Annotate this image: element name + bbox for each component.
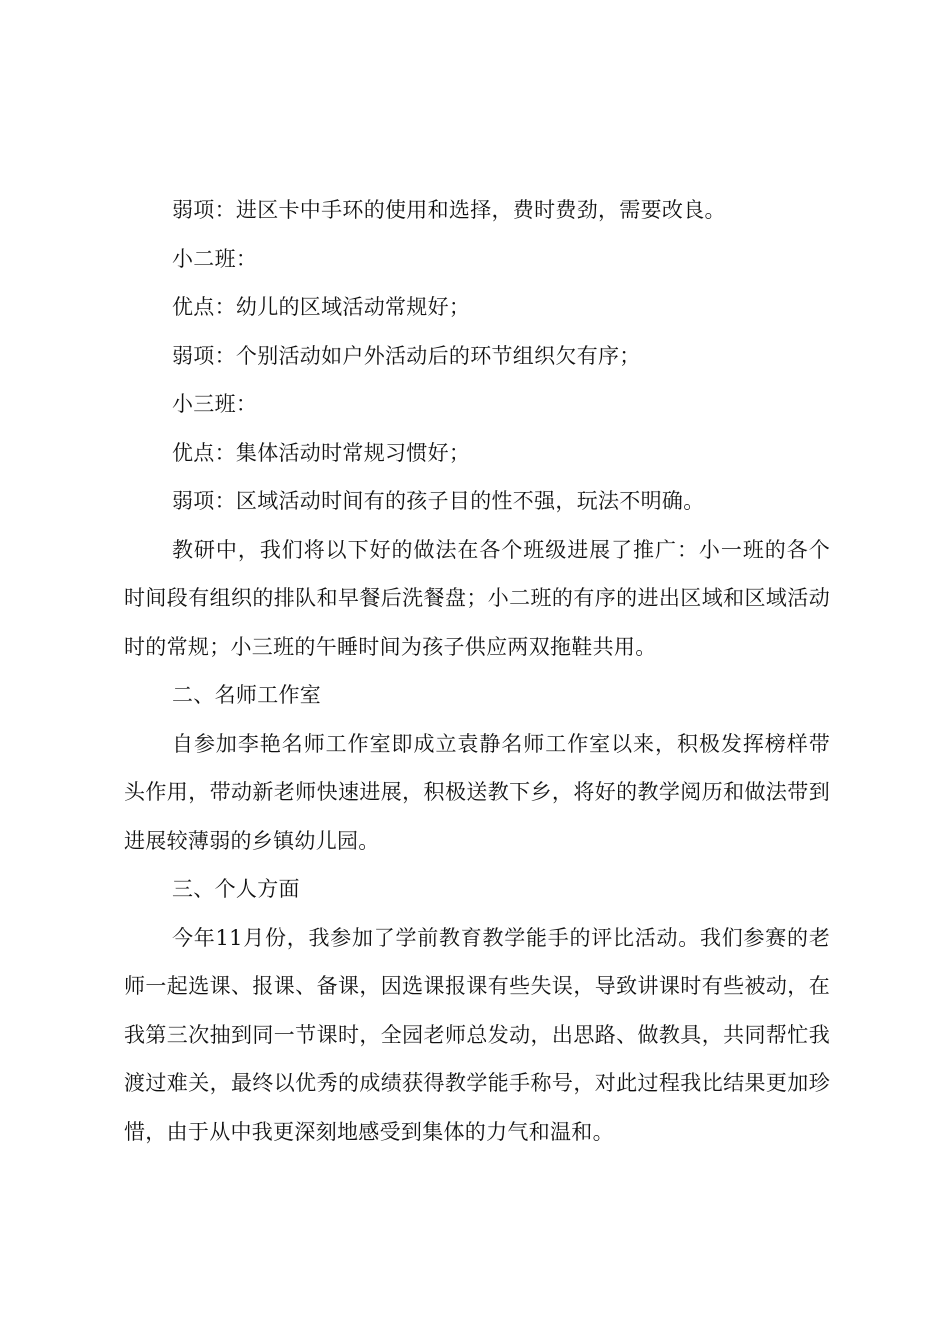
section-heading-personal: 三、个人方面 [172, 877, 300, 901]
paragraph-strength-class2: 优点：幼儿的区域活动常规好； [172, 295, 471, 319]
paragraph-class2-heading: 小二班： [172, 246, 258, 271]
paragraph-strength-class3: 优点：集体活动时常规习惯好； [172, 440, 471, 465]
paragraph-class3-heading: 小三班： [172, 392, 258, 416]
paragraph-studio: 自参加李艳名师工作室即成立袁静名师工作室以来，积极发挥榜样带头作用，带动新老师快速进展，积极送教下乡，将好的教学阅历和做法带到进展较薄弱的乡镇幼儿园。 [124, 731, 830, 853]
section-heading-studio: 二、名师工作室 [172, 683, 322, 707]
paragraph-weakness-class3: 弱项：区域活动时间有的孩子目的性不强，玩法不明确。 [172, 489, 705, 513]
paragraph-weakness-class1: 弱项：进区卡中手环的使用和选择，费时费劲，需要改良。 [172, 198, 726, 222]
paragraph-personal: 今年11月份，我参加了学前教育教学能手的评比活动。我们参赛的老师一起选课、报课、备课，因选课报课有些失误，导致讲课时有些被动，在我第三次抽到同一节课时，全园老师总发动，出思路、做教具，共同帮忙我渡过难关，最终以优秀的成绩获得教学能手称号，对此过程我比结果更加珍惜，由于从中我更深刻地感受到集体的力气和温和。 [124, 925, 830, 1144]
paragraph-teaching-research: 教研中，我们将以下好的做法在各个班级进展了推广：小一班的各个时间段有组织的排队和早餐后洗餐盘；小二班的有序的进出区域和区域活动时的常规；小三班的午睡时间为孩子供应两双拖鞋共用。 [124, 537, 830, 659]
document-body [124, 186, 830, 1156]
paragraph-weakness-class2: 弱项：个别活动如户外活动后的环节组织欠有序； [172, 343, 641, 368]
